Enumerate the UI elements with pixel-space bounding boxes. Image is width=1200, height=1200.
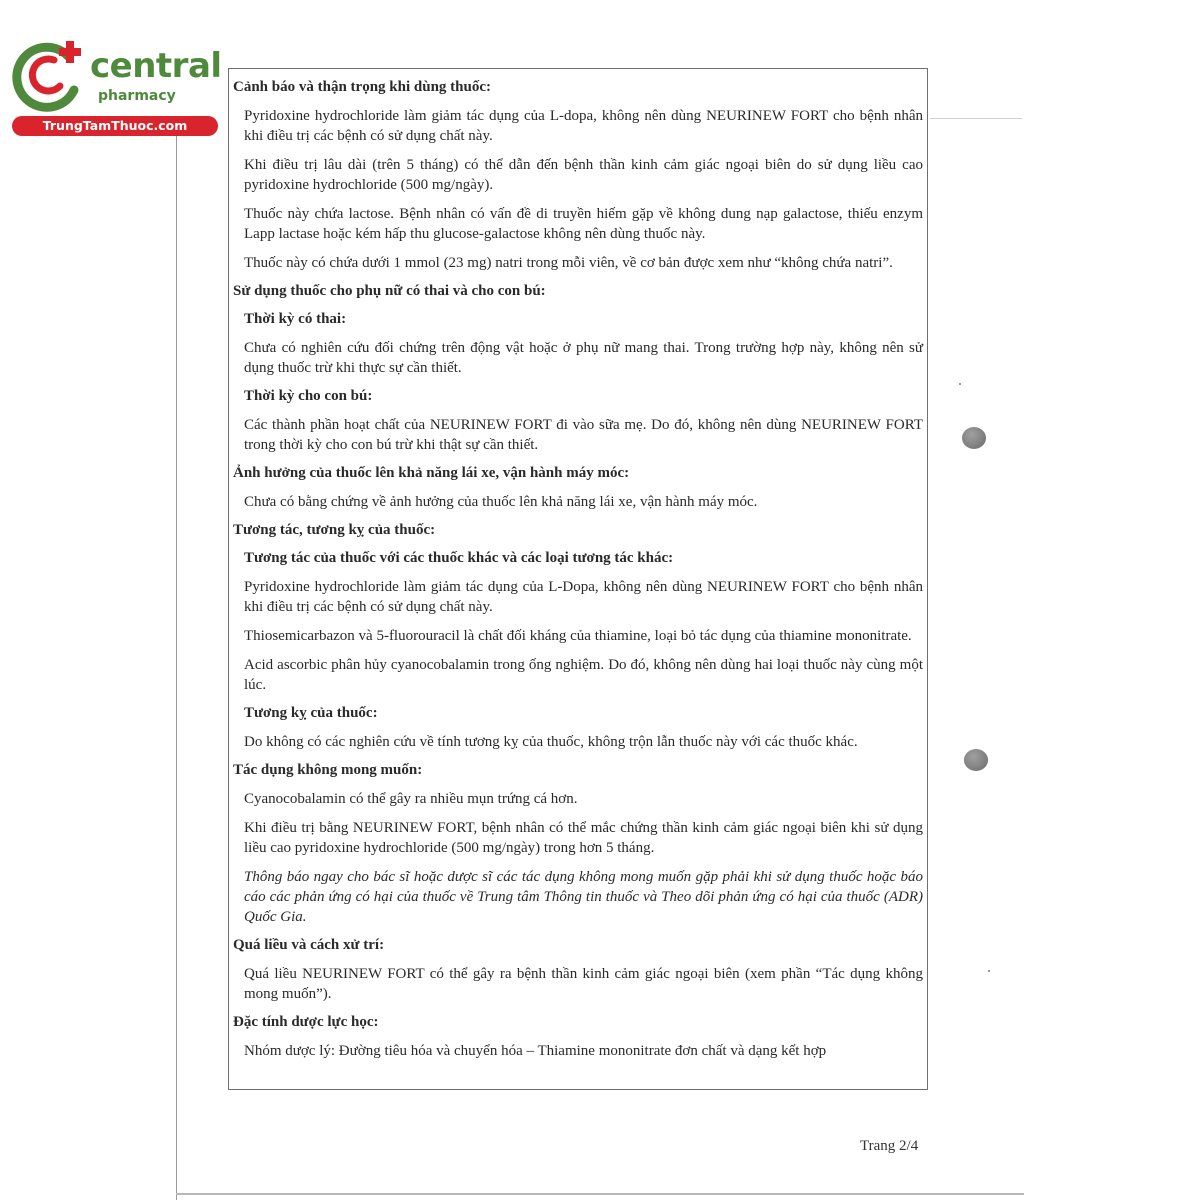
punch-hole [962, 427, 986, 449]
paragraph: Pyridoxine hydrochloride làm giảm tác dụng của L-Dopa, không nên dùng NEURINEW FORT cho bệnh nhân khi điều trị các bệnh có sử dụng chất này. [244, 579, 923, 615]
paragraph: Pyridoxine hydrochloride làm giảm tác dụng của L-dopa, không nên dùng NEURINEW FORT cho bệnh nhân khi điều trị các bệnh có sử dụng chất này. [244, 108, 923, 144]
document-content [228, 68, 928, 1090]
paragraph: Thuốc này có chứa dưới 1 mmol (23 mg) natri trong mỗi viên, về cơ bản được xem như “không chứa natri”. [244, 255, 893, 271]
paragraph: Thuốc này chứa lactose. Bệnh nhân có vấn đề di truyền hiếm gặp về không dung nạp galactose, thiếu enzym Lapp lactase hoặc kém hấp thu glucose-galactose không nên dùng thuốc này. [244, 206, 923, 242]
section-heading-warnings: Cảnh báo và thận trọng khi dùng thuốc: [233, 79, 491, 95]
paragraph: Do không có các nghiên cứu về tính tương kỵ của thuốc, không trộn lẫn thuốc này với các thuốc khác. [244, 734, 858, 750]
subheading-drug-interactions: Tương tác của thuốc với các thuốc khác và các loại tương tác khác: [244, 550, 674, 566]
central-pharmacy-logo [10, 38, 220, 136]
paragraph: Cyanocobalamin có thể gây ra nhiều mụn trứng cá hơn. [244, 791, 578, 807]
logo-brand: central [90, 46, 222, 86]
pharmacy-cross-icon [10, 38, 90, 114]
paragraph: Khi điều trị bằng NEURINEW FORT, bệnh nhân có thể mắc chứng thần kinh cảm giác ngoại biên khi sử dụng liều cao pyridoxine hydrochloride (500 mg/ngày) trong hơn 5 tháng. [244, 820, 923, 856]
punch-hole [964, 749, 988, 771]
paragraph: Chưa có bằng chứng về ảnh hưởng của thuốc lên khả năng lái xe, vận hành máy móc. [244, 494, 758, 510]
scan-speck [959, 383, 961, 385]
section-heading-driving: Ảnh hưởng của thuốc lên khả năng lái xe, vận hành máy móc: [233, 465, 630, 481]
logo-subbrand: pharmacy [98, 88, 176, 104]
section-heading-pregnancy: Sử dụng thuốc cho phụ nữ có thai và cho con bú: [233, 283, 546, 299]
section-heading-pharmacodynamics: Đặc tính dược lực học: [233, 1014, 379, 1030]
page-bottom-edge [176, 1193, 1024, 1195]
paragraph: Các thành phần hoạt chất của NEURINEW FORT đi vào sữa mẹ. Do đó, không nên dùng NEURINEW FORT trong thời kỳ cho con bú trừ khi thật sự cần thiết. [244, 417, 923, 453]
paragraph: Acid ascorbic phân hủy cyanocobalamin trong ống nghiệm. Do đó, không nên dùng hai loại thuốc này cùng một lúc. [244, 657, 923, 693]
logo-site-badge: TrungTamThuoc.com [12, 116, 218, 136]
paragraph: Thiosemicarbazon và 5-fluorouracil là chất đối kháng của thiamine, loại bỏ tác dụng của thiamine mononitrate. [244, 628, 912, 644]
subheading-pregnancy: Thời kỳ có thai: [244, 311, 347, 327]
subheading-incompatibilities: Tương kỵ của thuốc: [244, 705, 378, 721]
paragraph: Nhóm dược lý: Đường tiêu hóa và chuyển hóa – Thiamine mononitrate đơn chất và dạng kết hợp [244, 1043, 827, 1059]
scan-line [930, 118, 1022, 119]
paragraph: Quá liều NEURINEW FORT có thể gây ra bệnh thần kinh cảm giác ngoại biên (xem phần “Tác dụng không mong muốn”). [244, 966, 923, 1002]
page-number: Trang 2/4 [860, 1138, 919, 1154]
section-heading-interactions: Tương tác, tương kỵ của thuốc: [233, 522, 436, 538]
page-left-edge [176, 130, 177, 1200]
section-heading-side-effects: Tác dụng không mong muốn: [233, 762, 423, 778]
section-heading-overdose: Quá liều và cách xử trí: [233, 937, 385, 953]
paragraph-italic-notice: Thông báo ngay cho bác sĩ hoặc dược sĩ các tác dụng không mong muốn gặp phải khi sử dụng thuốc hoặc báo cáo các phản ứng có hại của thuốc về Trung tâm Thông tin thuốc và Theo dõi phản ứng có hại của thuốc (ADR) Quốc Gia. [244, 869, 923, 925]
scan-speck [988, 970, 990, 972]
subheading-lactation: Thời kỳ cho con bú: [244, 388, 373, 404]
paragraph: Chưa có nghiên cứu đối chứng trên động vật hoặc ở phụ nữ mang thai. Trong trường hợp này, không nên sử dụng thuốc trừ khi thực sự cần thiết. [244, 340, 923, 376]
paragraph: Khi điều trị lâu dài (trên 5 tháng) có thể dẫn đến bệnh thần kinh cảm giác ngoại biên do sử dụng liều cao pyridoxine hydrochloride (500 mg/ngày). [244, 157, 923, 193]
